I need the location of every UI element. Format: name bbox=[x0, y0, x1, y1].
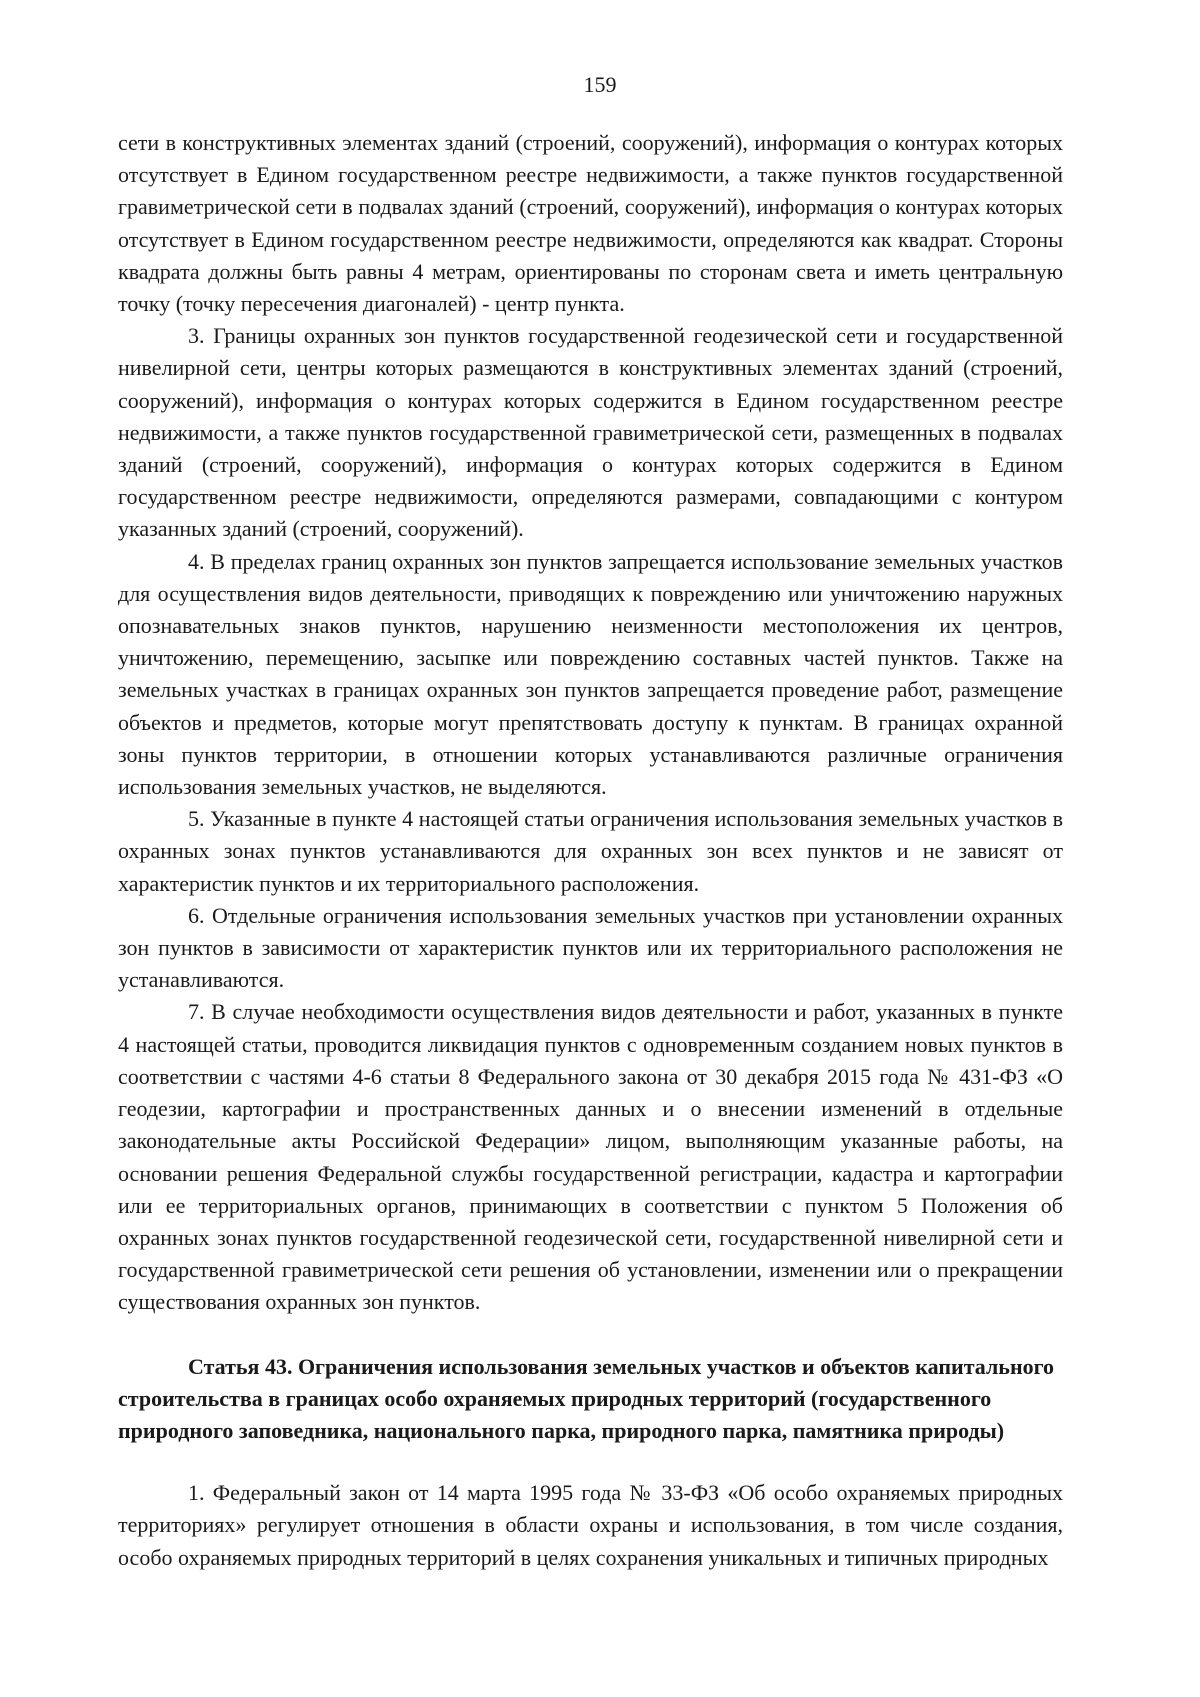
article-43-heading: Статья 43. Ограничения использования земельных участков и объектов капитального строительства в границах особо охраняемых природных территорий (государственного природного заповедника, национального парка, природного парка, памятника природы) bbox=[118, 1353, 1055, 1443]
paragraph-continuation: сети в конструктивных элементах зданий (строений, сооружений), информация о контурах которых отсутствует в Едином государственном реестре недвижимости, а также пунктов государственной гравиметрической сети в подвалах зданий (строений, сооружений), информация о контурах которых отсутствует в Едином государственном реестре недвижимости, определяются как квадрат. Стороны квадрата должны быть равны 4 метрам, ориентированы по сторонам света и иметь центральную точку (точку пересечения диагоналей) - центр пункта. bbox=[118, 130, 1063, 317]
paragraph-item-6: 6. Отдельные ограничения использования земельных участков при установлении охранных зон пунктов в зависимости от характеристик пунктов или их территориального расположения не устанавливаются. bbox=[118, 902, 1063, 993]
paragraph-item-5: 5. Указанные в пункте 4 настоящей статьи ограничения использования земельных участков в охранных зонах пунктов устанавливаются для охранных зон всех пунктов и не зависят от характеристик пунктов и их территориального расположения. bbox=[118, 806, 1063, 896]
page-number: 159 bbox=[583, 72, 617, 97]
paragraph-item-4: 4. В пределах границ охранных зон пунктов запрещается использование земельных участков для осуществления видов деятельности, приводящих к повреждению или уничтожению наружных опознавательных знаков пунктов, нарушению неизменности местоположения их центров, уничтожению, перемещению, засыпке или повреждению составных частей пунктов. Также на земельных участках в границах охранных зон пунктов запрещается проведение работ, размещение объектов и предметов, которые могут препятствовать доступу к пунктам. В границах охранной зоны пунктов территории, в отношении которых устанавливаются различные ограничения использования земельных участков, не выделяются. bbox=[118, 548, 1063, 800]
paragraph-item-3: 3. Границы охранных зон пунктов государственной геодезической сети и государственной нивелирной сети, центры которых размещаются в конструктивных элементах зданий (строений, сооружений), информация о контурах которых содержится в Едином государственном реестре недвижимости, а также пунктов государственной гравиметрической сети, размещенных в подвалах зданий (строений, сооружений), информация о контурах которых содержится в Едином государственном реестре недвижимости, определяются размерами, совпадающими с контуром указанных зданий (строений, сооружений). bbox=[118, 323, 1063, 542]
spacer bbox=[118, 1447, 1063, 1477]
paragraph-item-7: 7. В случае необходимости осуществления видов деятельности и работ, указанных в пункте 4 настоящей статьи, проводится ликвидация пунктов с одновременным созданием новых пунктов в соответствии с частями 4-6 статьи 8 Федерального закона от 30 декабря 2015 года № 431-ФЗ «О геодезии, картографии и пространственных данных и о внесении изменений в отдельные законодательные акты Российской Федерации» лицом, выполняющим указанные работы, на основании решения Федеральной службы государственной регистрации, кадастра и картографии или ее территориальных органов, принимающих в соответствии с пунктом 5 Положения об охранных зонах пунктов государственной геодезической сети, государственной нивелирной сети и государственной гравиметрической сети решения об установлении, изменении или о прекращении существования охранных зон пунктов. bbox=[118, 999, 1063, 1315]
body-text bbox=[118, 127, 1063, 1574]
article-43-paragraph-1: 1. Федеральный закон от 14 марта 1995 года № 33-ФЗ «Об особо охраняемых природных территориях» регулирует отношения в области охраны и использования, в том числе создания, особо охраняемых природных территорий в целях сохранения уникальных и типичных природных bbox=[118, 1480, 1063, 1570]
